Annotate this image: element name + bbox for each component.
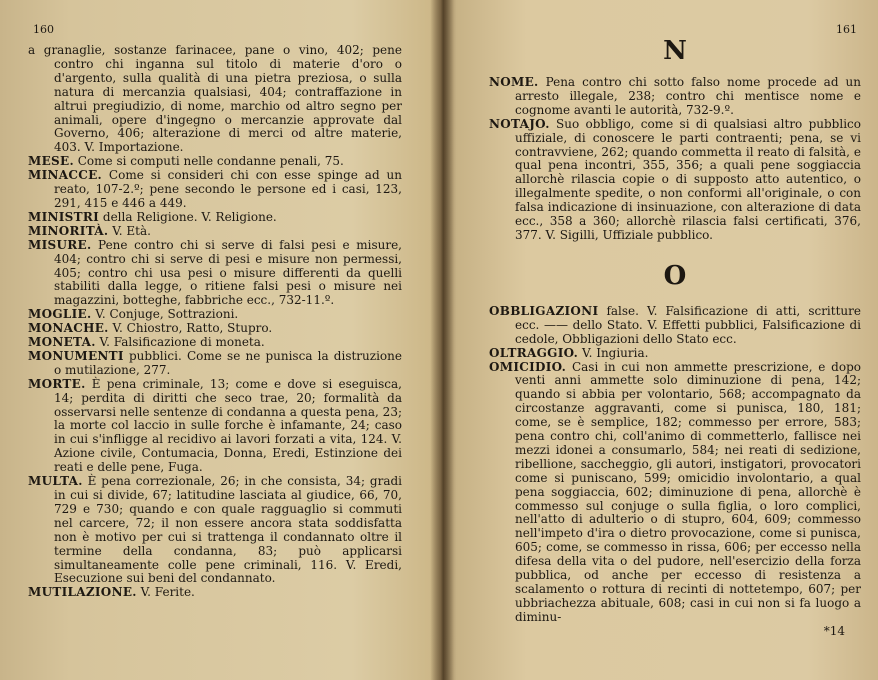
index-entry: MUTILAZIONE. V. Ferite. [28, 585, 195, 600]
page-number-left: 160 [33, 23, 54, 36]
index-entry: NOME. Pena contro chi sotto falso nome procede ad un arresto illegale, 238; contro chi mentisce nome e cognome avanti le autorità, 732-9.º. [489, 75, 861, 117]
index-entry: a granaglie, sostanze farinacee, pane o vino, 402; pene contro chi inganna sul titolo di materie d'oro o d'argento, sulla qualità di una pietra preziosa, o sulla natura di mercanzia qualsiasi, 404; contraffazione in altrui pregiudizio, di nome, marchio od altro segno per animali, opere d'ingegno o mercanzie approvate dal Governo, 406; alterazione di merci od altre materie, 403. V. Importazione. [28, 43, 402, 155]
index-entry: NOTAJO. Suo obbligo, come si di qualsiasi altro pubblico uffiziale, di conoscere le parti contraenti; pena, se vi contravviene, 262; quando commetta il reato di falsità, e qual pena incontri, 355, 356; a quali pene soggiaccia allorchè rilascia copie o di supposto atto autentico, o illegalmente spedite, o non conformi all'originale, o con falsa indicazione di insinuazione, con alterazione di data ecc., 358 a 360; allorchè rilascia falsi certificati, 376, 377. V. Sigilli, Uffiziale pubblico. [489, 116, 861, 242]
index-entry: MISURE. Pene contro chi si serve di falsi pesi e misure, 404; contro chi si serve di pesi e misure non permessi, 405; contro chi usa pesi o misure differenti da quelli stabiliti dalla legge, o ritiene falsi pesi o misure nei magazzini, botteghe, fabbriche ecc., 732-11.º. [28, 237, 402, 308]
index-entry: MINISTRI della Religione. V. Religione. [28, 209, 277, 224]
page-number-right: 161 [836, 23, 857, 36]
book-gutter [430, 0, 454, 680]
section-letter-n: N [663, 36, 687, 66]
right-page [489, 0, 861, 680]
index-entry: MESE. Come si computi nelle condanne penali, 75. [28, 154, 344, 169]
left-page [28, 0, 402, 680]
index-entry: OLTRAGGIO. V. Ingiuria. [489, 345, 649, 360]
index-entry: MULTA. È pena correzionale, 26; in che consista, 34; gradi in cui si divide, 67; latitudine lasciata al giudice, 66, 70, 729 e 730; quando e con quale ragguaglio si commuti nel carcere, 72; il non essere ancora stata soddisfatta non è motivo per cui si trattenga il condannato oltre il termine della condanna, 83; può applicarsi simultaneamente colle pene criminali, 116. V. Eredi, Esecuzione sui beni del condannato. [28, 474, 402, 586]
left-page-text [28, 44, 402, 600]
signature-mark: *14 [823, 623, 845, 638]
index-entry: MONUMENTI pubblici. Come se ne punisca la distruzione o mutilazione, 277. [28, 348, 402, 377]
right-page-text [489, 76, 861, 639]
index-entry: MORTE. È pena criminale, 13; come e dove si eseguisca, 14; perdita di diritti che seco trae, 20; formalità da osservarsi nelle sentenze di condanna a questa pena, 23; la morte col laccio in sulle forche è infamante, 24; caso in cui s'infligge al recidivo ai lavori forzati a vita, 124. V. Azione civile, Contumacia, Donna, Eredi, Estinzione dei reati e delle pene, Fuga. [28, 376, 402, 475]
index-entry: OMICIDIO. Casi in cui non ammette prescrizione, e dopo venti anni ammette solo diminuzione di pena, 142; quando si abbia per volontario, 568; accompagnato da circostanze aggravanti, come si punisca, 180, 181; come, se è semplice, 182; commesso per errore, 583; pena contro chi, coll'animo di commetterlo, fallisce nei mezzi idonei a consumarlo, 584; nei reati di sedizione, ribellione, saccheggio, gli autori, instigatori, provocatori come si puniscano, 599; omicidio involontario, a qual pena soggiaccia, 602; diminuzione di pena, allorchè è commesso sul conjuge o sulla figlia, o loro complici, nell'atto di adulterio o di stupro, 604, 609; commesso nell'impeto d'ira o dietro provocazione, come si punisca, 605; come, se commesso in rissa, 606; per eccesso nella difesa della vita o del pudore, nell'esercizio della forza pubblica, od anche per eccesso di resistenza a scalamento o rottura di recinti di nottetempo, 607; per ubbriachezza abituale, 608; casi in cui non si fa luogo a diminu- [489, 359, 861, 624]
index-entry: MOGLIE. V. Conjuge, Sottrazioni. [28, 307, 239, 322]
section-letter-o: O [663, 260, 687, 291]
index-entry: MINORITÀ. V. Età. [28, 223, 151, 238]
index-entry: MONETA. V. Falsificazione di moneta. [28, 335, 265, 350]
index-entry: OBBLIGAZIONI false. V. Falsificazione di atti, scritture ecc. —— dello Stato. V. Effetti pubblici, Falsificazione di cedole, Obbligazioni dello Stato ecc. [489, 303, 861, 346]
index-entry: MINACCE. Come si consideri chi con esse spinge ad un reato, 107-2.º; pene secondo le persone ed i casi, 123, 291, 415 e 446 a 449. [28, 168, 402, 210]
index-entry: MONACHE. V. Chiostro, Ratto, Stupro. [28, 321, 273, 336]
